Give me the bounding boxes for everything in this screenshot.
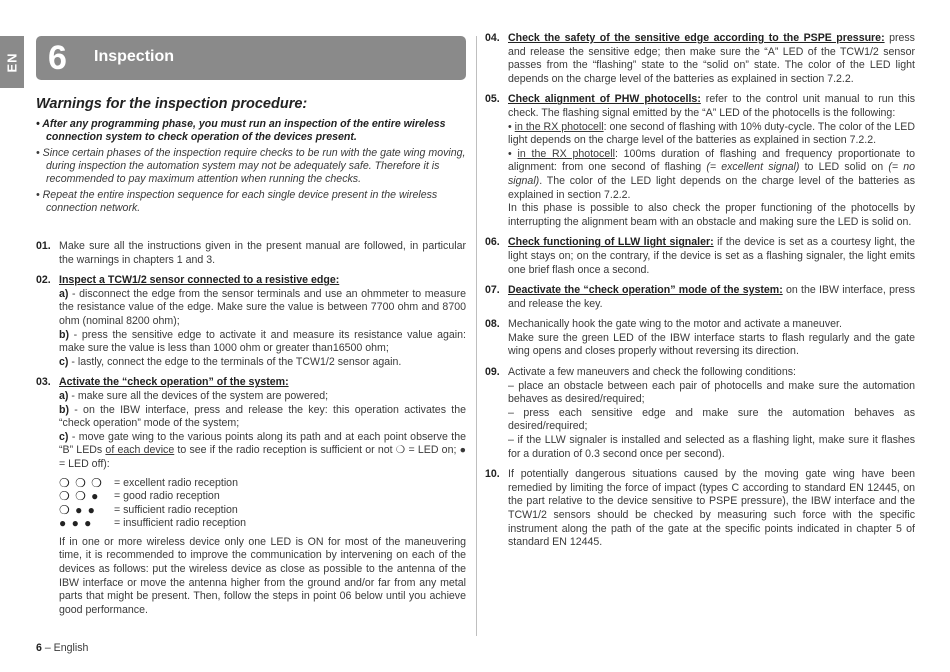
step-text: Make sure all the instructions given in the present manual are followed, in particular the warnings in chapters 1 and 3.: [59, 240, 466, 266]
step-heading: Inspect a TCW1/2 sensor connected to a resistive edge:: [59, 274, 340, 287]
step-text: if the device is set as a courtesy light, the light stays on; on the contrary, if the device is set as a flashing signaler, the light emits one brief flash once a second.: [508, 236, 915, 276]
sub-link-text: of each device: [105, 444, 175, 457]
step-number: 02.: [36, 274, 51, 287]
step-heading: Check the safety of the sensitive edge according to the PSPE pressure:: [508, 32, 885, 44]
bullet-link-text: in the RX photocell: [514, 120, 604, 133]
bullet-italic: (= excellent signal): [706, 161, 800, 174]
warning-item: • After any programming phase, you must run an inspection of the entire wireless connection system to check operation of the devices present.: [36, 118, 446, 143]
led-symbols: ❍ ❍ ●: [59, 489, 100, 504]
step-number: 09.: [485, 366, 500, 379]
page-number: 6: [36, 642, 42, 654]
warnings-title: Warnings for the inspection procedure:: [36, 96, 308, 112]
sub-label: b): [59, 403, 69, 416]
step-heading: Check functioning of LLW light signaler:: [508, 236, 714, 249]
chapter-title: Inspection: [94, 48, 175, 65]
step-text: In this phase is possible to also check the proper functioning of the photocells by interrupting the alignment beam with an obstacle and making sure the LED is solid on.: [508, 202, 915, 228]
led-meaning: = good radio reception: [114, 490, 220, 503]
led-legend-row: [59, 477, 466, 491]
step-text: Mechanically hook the gate wing to the motor and activate a maneuver.: [508, 318, 842, 331]
step-text: press and release the sensitive edge; then make sure the “A” LED of the TCW1/2 sensor passes from the “flashing” state to the “solid on” state. The color of the LED light depends on the charge level of the batteries as explained in section 7.2.2.: [508, 32, 915, 85]
led-symbols: ● ● ●: [59, 516, 93, 531]
step-04: [485, 32, 915, 86]
steps-right-column: [485, 32, 915, 557]
sub-text: - make sure all the devices of the system are powered;: [68, 389, 329, 402]
step-number: 05.: [485, 93, 500, 106]
step-08: [485, 318, 915, 359]
step-05: 05. Check alignment of PHW photocells: refer to the control unit manual to run this check. The flashing signal emitted by the “A” LED of the photocells is the following: • in the RX photocell: one second of flashing with 10% duty-cycle. The color of the LED light depends on the charge level of the batteries as explained in section 7.2.2. • in the RX photocell: 100ms duration of flashing and frequency proportionate to alignment: from one second of flashing (= excellent signal) to LED solid on (= no signal). The color of the LED light depends on the charge level of the batteries as explained in section 7.2.2. In this phase is possible to also check the proper functioning of the photocells by interrupting the alignment beam with an obstacle and making sure the LED is solid on.: [485, 93, 915, 228]
language-label: EN: [4, 51, 20, 73]
warnings-list: [36, 118, 466, 218]
sub-label: a): [59, 389, 69, 402]
warning-item: • Repeat the entire inspection sequence for each single device present in the wireless connection network.: [36, 189, 438, 214]
sub-text: - move gate wing to the various points along its path and at each point observe the “B” LEDs: [59, 430, 466, 457]
step-number: 08.: [485, 318, 500, 331]
step-02: [36, 274, 466, 369]
sub-label: c): [59, 430, 69, 443]
step-number: 04.: [485, 32, 500, 44]
step-09: [485, 366, 915, 461]
led-meaning: = excellent radio reception: [114, 476, 238, 489]
step-heading: Deactivate the “check operation” mode of the system:: [508, 284, 783, 297]
led-legend-row: [59, 504, 466, 518]
page-language: – English: [41, 642, 89, 654]
warning-item: • Since certain phases of the inspection require checks to be run with the gate wing moving, during inspection the automation system may not be adequately safe. Therefore it is recommended to pay maximum attention when running the checks.: [36, 147, 466, 185]
condition-item: – press each sensitive edge and make sure the automation behaves as desired/required;: [508, 406, 915, 433]
led-meaning: = insufficient radio reception: [114, 517, 247, 530]
step-03: [36, 376, 466, 617]
step-07: [485, 284, 915, 311]
led-legend-row: [59, 490, 466, 504]
step-10: [485, 468, 915, 550]
led-symbols: ❍ ❍ ❍: [59, 475, 103, 490]
condition-item: – place an obstacle between each pair of photocells and make sure the automation behaves as desired/required;: [508, 379, 915, 406]
step-06: [485, 236, 915, 277]
sub-label: b): [59, 328, 69, 341]
bullet-italic: (= no signal): [508, 161, 915, 187]
sub-label: a): [59, 287, 69, 300]
step-heading: Activate the “check operation” of the system:: [59, 376, 289, 389]
step-number: 06.: [485, 236, 500, 249]
step-text: If potentially dangerous situations caused by the moving gate wing have been remedied by limiting the force of impact (types C according to standard EN 12445, on the part relative to the device sensitive to PSPE pressure), the IBW interface and the TCW1/2 sensors should be checked by measuring such force with the specific instrument along the path of the gate at the specific points indicated in chapter 5 of standard EN 12445.: [508, 468, 915, 549]
led-symbols: ❍ ● ●: [59, 502, 96, 517]
step-number: 01.: [36, 240, 51, 252]
step-text: If in one or more wireless device only one LED is ON for most of the maneuvering time, it is recommended to improve the communication by intervening on each of the devices as follows: put the wireless device as close as possible to the antenna of the IBW interface or move the antenna higher from the ground and/or far from any metal parts that might be present. Then, follow the steps in point 06 below until you achieve good performance.: [59, 535, 466, 616]
step-01: [36, 240, 466, 267]
steps-left-column: [36, 240, 466, 624]
condition-item: – if the LLW signaler is installed and selected as a flashing light, make sure it flashes for a duration of 0.3 second once per second).: [508, 434, 915, 460]
step-number: 10.: [485, 468, 500, 481]
sub-text: - press the sensitive edge to activate it and measure its resistance value again: make sure the value is less than 1000 ohm or greater than16500 ohm;: [59, 328, 466, 355]
bullet-link-text: in the RX photocell: [517, 147, 615, 160]
bullet-text: to LED solid on: [799, 161, 889, 174]
bullet-text: . The color of the LED light depends on the charge level of the batteries as explained in section 7.2.2.: [508, 174, 915, 201]
step-text: Make sure the green LED of the IBW interface starts to flash regularly and the gate wing opens and closes properly without reversing its direction.: [508, 331, 915, 358]
step-number: 03.: [36, 376, 51, 389]
chapter-number: 6: [48, 39, 67, 77]
column-divider: [476, 36, 477, 636]
step-number: 07.: [485, 284, 500, 297]
sub-text: - on the IBW interface, press and release the key: this operation activates the “check operation” mode of the system;: [59, 403, 466, 430]
sub-label: c): [59, 355, 69, 368]
sub-text: to see if the radio reception is sufficient or not ❍ = LED on; ● = LED off):: [59, 444, 466, 470]
bullet-text: : one second of flashing with 10% duty-cycle. The color of the LED light depends on the charge level of the batteries as explained in section 7.2.2.: [508, 120, 915, 147]
page-footer: [36, 642, 88, 654]
step-text: refer to the control unit manual to run this check. The flashing signal emitted by the “A” LED of the photocells is the following:: [508, 93, 915, 119]
sub-text: - disconnect the edge from the sensor terminals and use an ohmmeter to measure the resistance value of the edge. Make sure the value is between 7700 ohm and 8700 ohm (nominal 8200 ohm);: [59, 287, 466, 327]
step-text: Activate a few maneuvers and check the following conditions:: [508, 366, 796, 379]
sub-text: - lastly, connect the edge to the terminals of the TCW1/2 sensor again.: [68, 355, 402, 368]
led-legend-row: [59, 517, 466, 531]
chapter-banner: [36, 36, 466, 80]
bullet-text: : 100ms duration of flashing and frequency proportionate to alignment: from one second of flashing: [508, 147, 915, 174]
step-heading: Check alignment of PHW photocells:: [508, 93, 701, 106]
led-meaning: = sufficient radio reception: [114, 503, 238, 516]
language-tab: [0, 36, 24, 88]
step-text: on the IBW interface, press and release the key.: [508, 284, 915, 310]
